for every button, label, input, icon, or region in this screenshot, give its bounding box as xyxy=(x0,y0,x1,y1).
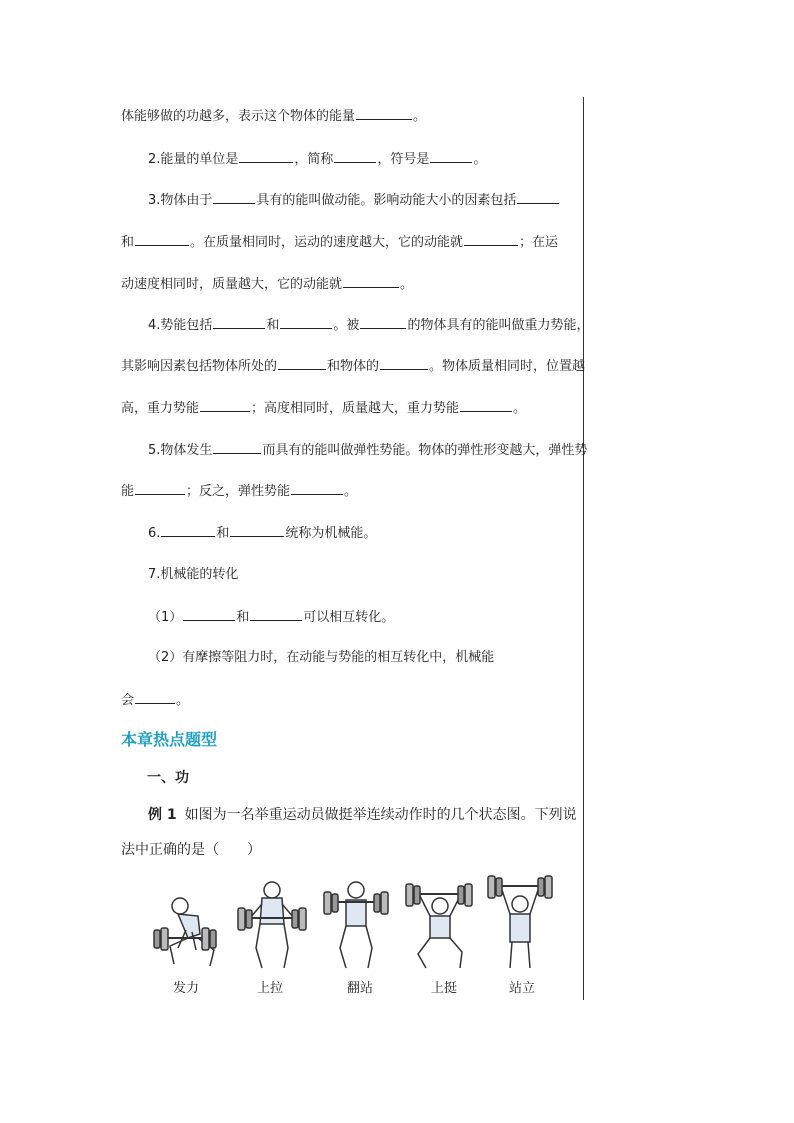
example-text: 如图为一名举重运动员做挺举连续动作时的几个状态图。下列说 xyxy=(184,807,577,823)
text: 。 xyxy=(473,152,487,167)
blank[interactable] xyxy=(380,357,428,370)
text: 5.物体发生 xyxy=(148,443,213,458)
blank[interactable] xyxy=(360,316,406,329)
fill-line-14 xyxy=(148,649,494,667)
text: 。 xyxy=(344,484,358,499)
fill-line-1 xyxy=(121,107,426,126)
blank[interactable] xyxy=(213,191,255,204)
figure-caption: 翻站 xyxy=(346,981,373,996)
fill-line-3 xyxy=(148,191,560,210)
blank[interactable] xyxy=(464,233,518,246)
text: 和 xyxy=(216,526,230,541)
text: ，简称 xyxy=(294,152,334,167)
fill-line-8 xyxy=(121,399,526,418)
fill-line-13 xyxy=(148,608,394,627)
fill-line-15 xyxy=(121,691,189,710)
blank[interactable] xyxy=(356,107,412,120)
fill-line-4 xyxy=(121,233,558,252)
text: 和 xyxy=(236,610,250,625)
lifter-pose-4 xyxy=(406,884,472,968)
text: 高，重力势能 xyxy=(121,401,200,416)
text: （2）有摩擦等阻力时，在动能与势能的相互转化中，机械能 xyxy=(148,650,495,665)
margin-rule xyxy=(583,97,584,1000)
section-heading: 本章热点题型 xyxy=(121,730,218,749)
blank[interactable] xyxy=(343,275,399,288)
lifter-pose-2 xyxy=(238,882,306,968)
text: 动速度相同时，质量越大，它的动能就 xyxy=(121,277,343,292)
example-line-1 xyxy=(148,806,577,824)
text: 。 xyxy=(176,693,190,708)
fill-line-11 xyxy=(148,524,376,543)
blank[interactable] xyxy=(239,150,293,163)
text: 4.势能包括 xyxy=(148,318,213,333)
lifter-pose-3 xyxy=(324,882,388,968)
text: 和 xyxy=(121,235,135,250)
text: 。 xyxy=(513,401,527,416)
blank[interactable] xyxy=(278,357,326,370)
text: （1） xyxy=(148,610,183,625)
blank[interactable] xyxy=(213,316,265,329)
blank[interactable] xyxy=(280,316,332,329)
figure-caption: 发力 xyxy=(172,981,199,996)
text: 。在质量相同时，运动的速度越大，它的动能就 xyxy=(190,235,464,250)
text: 2.能量的单位是 xyxy=(148,152,239,167)
blank[interactable] xyxy=(200,399,250,412)
fill-line-9 xyxy=(148,441,587,460)
fill-line-7 xyxy=(121,357,585,376)
blank[interactable] xyxy=(135,691,175,704)
example-label: 例 1 xyxy=(148,807,177,823)
example-line-2 xyxy=(121,841,261,859)
blank[interactable] xyxy=(230,524,284,537)
text: 。 xyxy=(413,109,427,124)
blank[interactable] xyxy=(517,191,559,204)
text: 和物体的 xyxy=(327,359,380,374)
text: 体能够做的功越多，表示这个物体的能量 xyxy=(121,109,356,124)
blank[interactable] xyxy=(161,524,215,537)
text: ；在运 xyxy=(519,235,559,250)
text: 能 xyxy=(121,484,135,499)
text: 6. xyxy=(148,526,161,541)
text: 3.物体由于 xyxy=(148,193,213,208)
figure-caption: 上挺 xyxy=(430,981,457,996)
blank[interactable] xyxy=(250,608,302,621)
text: 。被 xyxy=(333,318,360,333)
text: ，符号是 xyxy=(377,152,430,167)
sub-heading: 一、功 xyxy=(147,770,189,786)
text: 和 xyxy=(266,318,280,333)
text: 其影响因素包括物体所处的 xyxy=(121,359,278,374)
text: 。 xyxy=(400,277,414,292)
text: 的物体具有的能叫做重力势能， xyxy=(407,318,590,333)
blank[interactable] xyxy=(430,150,472,163)
lifter-pose-1 xyxy=(154,898,216,966)
text: ；高度相同时，质量越大，重力势能 xyxy=(251,401,460,416)
text: 可以相互转化。 xyxy=(303,610,395,625)
text: 统称为机械能。 xyxy=(285,526,377,541)
fill-line-10 xyxy=(121,482,357,501)
blank[interactable] xyxy=(183,608,235,621)
text: 。物体质量相同时，位置越 xyxy=(429,359,586,374)
fill-line-5 xyxy=(121,275,413,294)
blank[interactable] xyxy=(460,399,512,412)
blank[interactable] xyxy=(291,482,343,495)
text: 具有的能叫做动能。影响动能大小的因素包括 xyxy=(256,193,517,208)
figure-caption: 上拉 xyxy=(256,981,283,996)
fill-line-6 xyxy=(148,316,589,335)
blank[interactable] xyxy=(334,150,376,163)
text: ；反之，弹性势能 xyxy=(186,484,291,499)
blank[interactable] xyxy=(135,233,189,246)
text: 7.机械能的转化 xyxy=(148,567,239,582)
blank[interactable] xyxy=(213,441,261,454)
lifter-pose-5 xyxy=(488,876,552,968)
fill-line-12 xyxy=(148,566,238,584)
blank[interactable] xyxy=(135,482,185,495)
text: 而具有的能叫做弹性势能。物体的弹性形变越大，弹性势 xyxy=(262,443,588,458)
fill-line-2 xyxy=(148,150,486,169)
text: 会 xyxy=(121,693,135,708)
example-text: 法中正确的是（ ） xyxy=(121,842,261,858)
figure-caption: 站立 xyxy=(508,981,535,996)
